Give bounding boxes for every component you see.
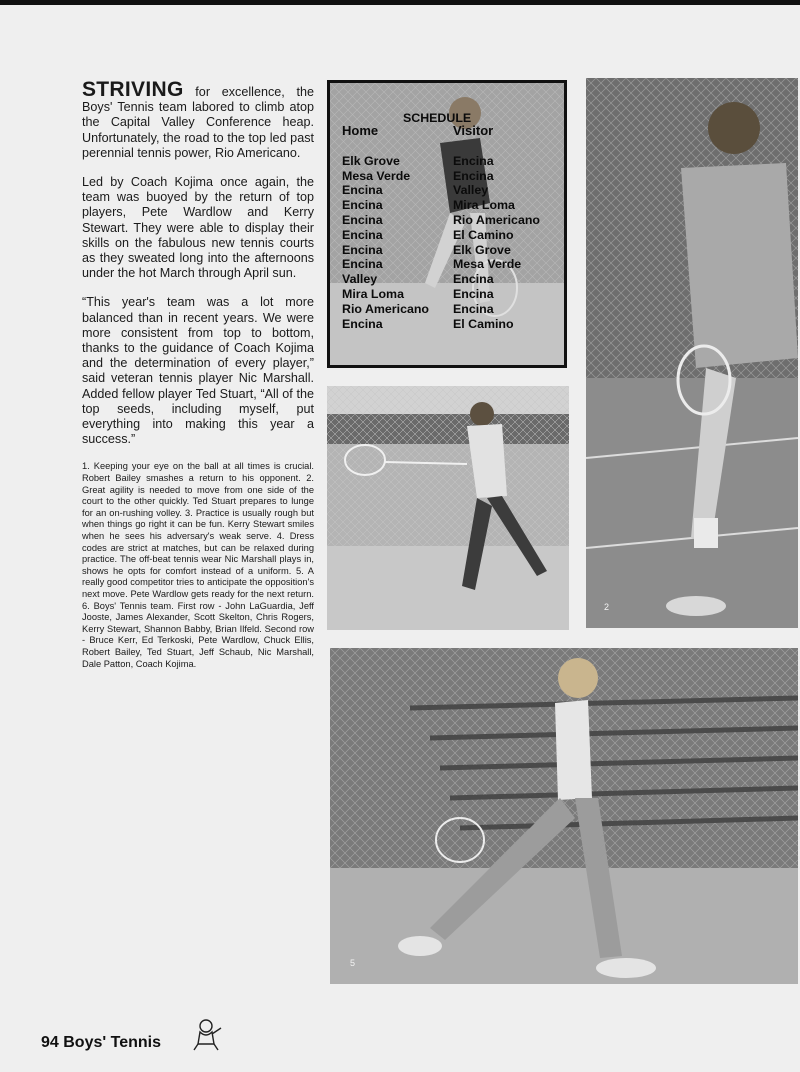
schedule-row <box>342 317 562 332</box>
home-team: Encina <box>342 257 383 272</box>
photo-2 <box>586 78 798 628</box>
schedule-rows <box>342 154 562 332</box>
schedule-row <box>342 213 562 228</box>
schedule-row <box>342 183 562 198</box>
home-team: Encina <box>342 242 383 257</box>
schedule-row <box>342 302 562 317</box>
photo-player-forehand <box>586 78 798 628</box>
schedule-row <box>342 287 562 302</box>
home-team: Elk Grove <box>342 153 400 168</box>
visitor-team: Encina <box>452 286 494 301</box>
home-team: Encina <box>342 198 383 213</box>
visitor-team: Rio Americano <box>452 212 540 227</box>
visitor-team: Encina <box>452 272 494 287</box>
home-team: Encina <box>342 316 383 331</box>
schedule-row <box>342 257 562 272</box>
home-team: Rio Americano <box>342 301 429 316</box>
visitor-team: Encina <box>452 168 494 183</box>
schedule-row <box>342 243 562 258</box>
visitor-team: Mira Loma <box>452 198 515 213</box>
home-team: Encina <box>342 212 383 227</box>
schedule-row <box>342 272 562 287</box>
lead-word: STRIVING <box>82 78 184 101</box>
schedule-table <box>342 108 562 331</box>
home-team: Valley <box>342 272 378 287</box>
home-team: Encina <box>342 227 383 242</box>
schedule-header-row <box>342 124 562 139</box>
photo-player-lunge <box>330 648 798 984</box>
photo-number-2: 2 <box>604 602 610 612</box>
schedule-row <box>342 154 562 169</box>
photo-3 <box>327 386 569 630</box>
visitor-header: Visitor <box>452 123 494 138</box>
visitor-team: El Camino <box>452 316 514 331</box>
schedule-row <box>342 198 562 213</box>
visitor-team: Encina <box>452 153 494 168</box>
page-top-edge <box>0 0 800 5</box>
photo-5 <box>330 648 798 984</box>
visitor-team: Encina <box>452 301 494 316</box>
visitor-team: Valley <box>452 183 489 198</box>
visitor-team: El Camino <box>452 227 514 242</box>
schedule-title: SCHEDULE <box>403 111 472 125</box>
schedule-row <box>342 228 562 243</box>
page-number: 94 <box>41 1034 59 1051</box>
paragraph-quote: “This year's team was a lot more balanced than in recent years. We were more consistent from top to bottom, thanks to the guidance of Coach Kojima and the determination of every player,” said veteran tennis player Nic Marshall. Added fellow player Ted Stuart, “All of the top seeds, including myself, put everything into making this year a success.” <box>82 295 314 447</box>
mascot-logo-icon <box>188 1016 224 1052</box>
schedule-row <box>342 169 562 184</box>
paragraph-coach: Led by Coach Kojima once again, the team was buoyed by the return of top players, Pete Wardlow and Kerry Stewart. They were able to display their skills on the fabulous new tennis courts as they sweated long into the afternoons under the hot March through April sun. <box>82 175 314 281</box>
home-team: Mesa Verde <box>342 168 411 183</box>
home-team: Encina <box>342 183 383 198</box>
photo-player-practice <box>327 386 569 630</box>
home-header: Home <box>342 123 379 138</box>
photo-number-5: 5 <box>350 958 356 968</box>
paragraph-intro <box>82 78 314 161</box>
section-name: Boys' Tennis <box>63 1034 161 1051</box>
home-team: Mira Loma <box>342 286 404 301</box>
page-footer <box>41 1034 161 1052</box>
article-column <box>82 78 314 670</box>
photo-captions: 1. Keeping your eye on the ball at all times is crucial. Robert Bailey smashes a return to his opponent. 2. Great agility is needed to move from one side of the court to the other quickly. Ted Stuart prepares to lunge for an on-rushing volley. 3. Practice is usually rough but when things go right it can be fun. Kerry Stewart smiles when he sees his adversary's weak serve. 4. Dress codes are strict at matches, but can be relaxed during practice. The off-beat tennis wear Nic Marshall plays in, shows he opts for comfort instead of a uniform. 5. A really good competitor tries to anticipate the opposition's next move. Pete Wardlow gets ready for the next return. 6. Boys' Tennis team. First row - John LaGuardia, Jeff Jooste, James Alexander, Scott Skelton, Chris Rogers, Kerry Stewart, Shannon Babby, Brian Ilfeld. Second row - Bruce Kerr, Ed Terkoski, Pete Wardlow, Chuck Ellis, Robert Bailey, Ted Stuart, Jeff Schaub, Nic Marshall, Dale Patton, Coach Kojima. <box>82 461 314 669</box>
visitor-team: Mesa Verde <box>452 257 522 272</box>
visitor-team: Elk Grove <box>452 242 511 257</box>
intro-text: for excellence, the Boys' Tennis team labored to climb atop the Capital Valley Conference heap. Unfortunately, the road to the top led past perennial tennis power, Rio Americano. <box>82 85 314 160</box>
